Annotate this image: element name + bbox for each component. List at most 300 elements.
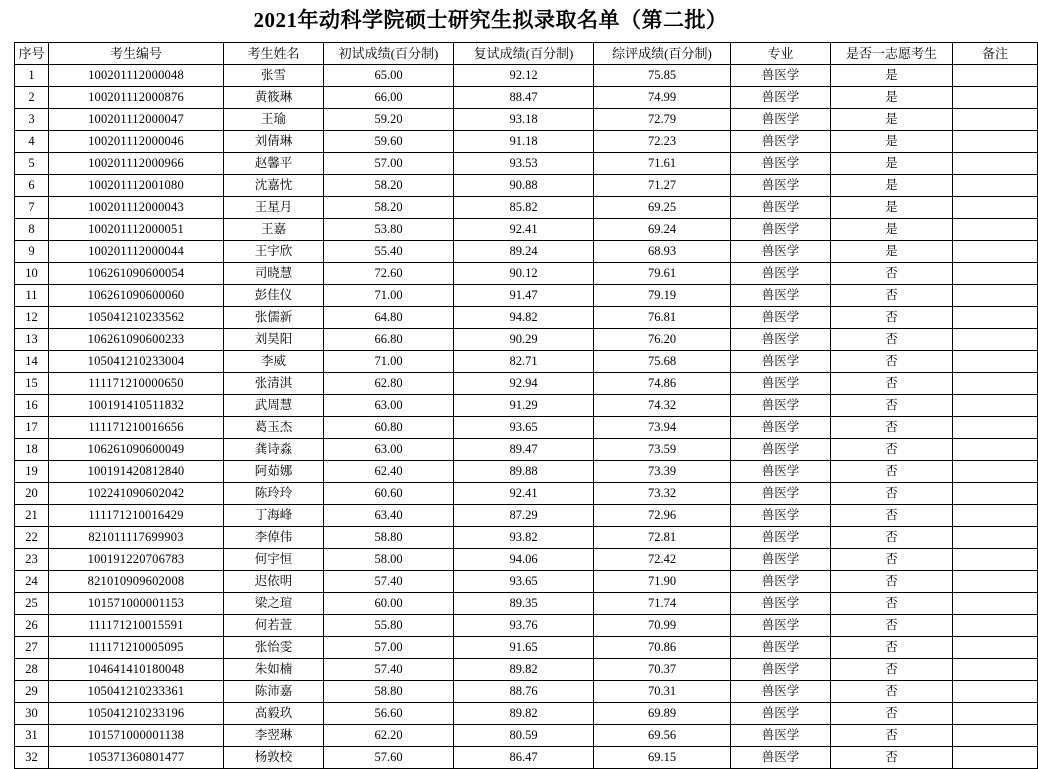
cell-major: 兽医学 — [731, 571, 831, 593]
cell-second-exam-score: 87.29 — [454, 505, 594, 527]
cell-index: 24 — [15, 571, 49, 593]
cell-index: 8 — [15, 219, 49, 241]
cell-second-exam-score: 91.29 — [454, 395, 594, 417]
cell-first-choice: 否 — [831, 483, 953, 505]
cell-overall-score: 70.37 — [594, 659, 731, 681]
cell-candidate-name: 张清淇 — [224, 373, 324, 395]
cell-first-exam-score: 56.60 — [324, 703, 454, 725]
cell-candidate-name: 张雪 — [224, 65, 324, 87]
cell-major: 兽医学 — [731, 593, 831, 615]
cell-remark — [953, 373, 1038, 395]
table-row — [15, 329, 1038, 351]
cell-first-choice: 否 — [831, 417, 953, 439]
cell-first-choice: 否 — [831, 593, 953, 615]
cell-candidate-number: 100201112000043 — [49, 197, 224, 219]
cell-candidate-name: 李倬伟 — [224, 527, 324, 549]
cell-overall-score: 70.86 — [594, 637, 731, 659]
cell-first-choice: 否 — [831, 461, 953, 483]
table-row — [15, 87, 1038, 109]
cell-first-choice: 是 — [831, 219, 953, 241]
cell-first-exam-score: 58.80 — [324, 681, 454, 703]
cell-first-exam-score: 71.00 — [324, 285, 454, 307]
cell-index: 21 — [15, 505, 49, 527]
cell-candidate-name: 何若萱 — [224, 615, 324, 637]
cell-major: 兽医学 — [731, 725, 831, 747]
cell-candidate-number: 105041210233562 — [49, 307, 224, 329]
cell-candidate-name: 杨敦校 — [224, 747, 324, 769]
column-header-second-exam-score: 复试成绩(百分制) — [454, 43, 594, 65]
cell-index: 17 — [15, 417, 49, 439]
cell-candidate-number: 100201112000044 — [49, 241, 224, 263]
cell-candidate-name: 王宇欣 — [224, 241, 324, 263]
cell-index: 19 — [15, 461, 49, 483]
cell-remark — [953, 351, 1038, 373]
cell-second-exam-score: 91.47 — [454, 285, 594, 307]
cell-first-exam-score: 71.00 — [324, 351, 454, 373]
cell-candidate-name: 刘倩琳 — [224, 131, 324, 153]
cell-candidate-number: 105041210233196 — [49, 703, 224, 725]
cell-major: 兽医学 — [731, 285, 831, 307]
cell-overall-score: 79.19 — [594, 285, 731, 307]
cell-first-choice: 否 — [831, 703, 953, 725]
cell-remark — [953, 87, 1038, 109]
cell-first-exam-score: 53.80 — [324, 219, 454, 241]
cell-candidate-number: 111171210000650 — [49, 373, 224, 395]
cell-major: 兽医学 — [731, 263, 831, 285]
cell-first-exam-score: 58.20 — [324, 197, 454, 219]
cell-overall-score: 71.61 — [594, 153, 731, 175]
cell-first-choice: 否 — [831, 439, 953, 461]
cell-major: 兽医学 — [731, 659, 831, 681]
cell-candidate-number: 101571000001138 — [49, 725, 224, 747]
table-row — [15, 439, 1038, 461]
cell-first-choice: 否 — [831, 637, 953, 659]
table-row — [15, 241, 1038, 263]
cell-first-exam-score: 57.60 — [324, 747, 454, 769]
cell-candidate-name: 何宇恒 — [224, 549, 324, 571]
table-row — [15, 527, 1038, 549]
cell-candidate-number: 100201112000048 — [49, 65, 224, 87]
cell-candidate-name: 张儒新 — [224, 307, 324, 329]
column-header-remark: 备注 — [953, 43, 1038, 65]
cell-overall-score: 70.31 — [594, 681, 731, 703]
cell-major: 兽医学 — [731, 747, 831, 769]
cell-overall-score: 79.61 — [594, 263, 731, 285]
cell-major: 兽医学 — [731, 197, 831, 219]
cell-first-exam-score: 55.40 — [324, 241, 454, 263]
cell-remark — [953, 307, 1038, 329]
cell-major: 兽医学 — [731, 637, 831, 659]
cell-index: 4 — [15, 131, 49, 153]
cell-first-choice: 否 — [831, 373, 953, 395]
cell-index: 2 — [15, 87, 49, 109]
cell-candidate-number: 100201112000047 — [49, 109, 224, 131]
cell-first-choice: 否 — [831, 395, 953, 417]
table-row — [15, 549, 1038, 571]
cell-overall-score: 69.25 — [594, 197, 731, 219]
cell-major: 兽医学 — [731, 109, 831, 131]
cell-overall-score: 76.20 — [594, 329, 731, 351]
cell-major: 兽医学 — [731, 417, 831, 439]
cell-second-exam-score: 92.12 — [454, 65, 594, 87]
table-row — [15, 703, 1038, 725]
table-row — [15, 197, 1038, 219]
cell-candidate-number: 100201112000966 — [49, 153, 224, 175]
cell-major: 兽医学 — [731, 307, 831, 329]
table-row — [15, 263, 1038, 285]
cell-candidate-number: 100191420812840 — [49, 461, 224, 483]
cell-second-exam-score: 85.82 — [454, 197, 594, 219]
cell-second-exam-score: 93.18 — [454, 109, 594, 131]
cell-first-exam-score: 59.60 — [324, 131, 454, 153]
cell-remark — [953, 241, 1038, 263]
document-page — [0, 8, 1008, 769]
cell-overall-score: 69.89 — [594, 703, 731, 725]
cell-second-exam-score: 93.53 — [454, 153, 594, 175]
cell-overall-score: 74.99 — [594, 87, 731, 109]
cell-major: 兽医学 — [731, 615, 831, 637]
cell-second-exam-score: 89.47 — [454, 439, 594, 461]
cell-first-exam-score: 58.20 — [324, 175, 454, 197]
cell-index: 28 — [15, 659, 49, 681]
cell-candidate-name: 陈玲玲 — [224, 483, 324, 505]
table-row — [15, 285, 1038, 307]
cell-overall-score: 72.42 — [594, 549, 731, 571]
cell-remark — [953, 65, 1038, 87]
cell-first-choice: 否 — [831, 351, 953, 373]
cell-remark — [953, 285, 1038, 307]
table-header-row — [15, 43, 1038, 65]
cell-overall-score: 74.32 — [594, 395, 731, 417]
cell-major: 兽医学 — [731, 439, 831, 461]
table-row — [15, 395, 1038, 417]
cell-index: 30 — [15, 703, 49, 725]
cell-remark — [953, 571, 1038, 593]
column-header-candidate-number: 考生编号 — [49, 43, 224, 65]
cell-candidate-number: 106261090600233 — [49, 329, 224, 351]
cell-index: 23 — [15, 549, 49, 571]
cell-remark — [953, 153, 1038, 175]
cell-candidate-number: 111171210016656 — [49, 417, 224, 439]
cell-index: 25 — [15, 593, 49, 615]
table-row — [15, 615, 1038, 637]
cell-remark — [953, 681, 1038, 703]
cell-first-choice: 是 — [831, 87, 953, 109]
cell-second-exam-score: 82.71 — [454, 351, 594, 373]
cell-second-exam-score: 93.76 — [454, 615, 594, 637]
cell-second-exam-score: 88.47 — [454, 87, 594, 109]
cell-candidate-name: 赵馨平 — [224, 153, 324, 175]
cell-remark — [953, 505, 1038, 527]
cell-index: 27 — [15, 637, 49, 659]
column-header-overall-score: 综评成绩(百分制) — [594, 43, 731, 65]
cell-first-choice: 否 — [831, 329, 953, 351]
cell-index: 22 — [15, 527, 49, 549]
cell-first-exam-score: 57.40 — [324, 571, 454, 593]
cell-index: 12 — [15, 307, 49, 329]
cell-overall-score: 75.68 — [594, 351, 731, 373]
cell-first-exam-score: 59.20 — [324, 109, 454, 131]
cell-major: 兽医学 — [731, 87, 831, 109]
cell-overall-score: 72.23 — [594, 131, 731, 153]
cell-second-exam-score: 94.82 — [454, 307, 594, 329]
cell-remark — [953, 439, 1038, 461]
admission-list-table — [14, 42, 1038, 769]
cell-second-exam-score: 86.47 — [454, 747, 594, 769]
cell-second-exam-score: 92.41 — [454, 483, 594, 505]
cell-first-choice: 是 — [831, 65, 953, 87]
table-row — [15, 593, 1038, 615]
cell-first-choice: 是 — [831, 153, 953, 175]
cell-major: 兽医学 — [731, 549, 831, 571]
cell-candidate-name: 陈沛嘉 — [224, 681, 324, 703]
cell-remark — [953, 329, 1038, 351]
cell-remark — [953, 527, 1038, 549]
table-row — [15, 153, 1038, 175]
cell-candidate-name: 梁之瑄 — [224, 593, 324, 615]
cell-remark — [953, 461, 1038, 483]
cell-overall-score: 72.96 — [594, 505, 731, 527]
cell-remark — [953, 263, 1038, 285]
cell-overall-score: 73.94 — [594, 417, 731, 439]
cell-overall-score: 69.56 — [594, 725, 731, 747]
cell-index: 9 — [15, 241, 49, 263]
column-header-candidate-name: 考生姓名 — [224, 43, 324, 65]
cell-first-exam-score: 64.80 — [324, 307, 454, 329]
cell-first-exam-score: 62.40 — [324, 461, 454, 483]
cell-major: 兽医学 — [731, 483, 831, 505]
cell-first-exam-score: 62.20 — [324, 725, 454, 747]
cell-first-choice: 否 — [831, 505, 953, 527]
cell-candidate-name: 高毅玖 — [224, 703, 324, 725]
cell-index: 3 — [15, 109, 49, 131]
cell-major: 兽医学 — [731, 351, 831, 373]
cell-second-exam-score: 92.94 — [454, 373, 594, 395]
cell-overall-score: 73.39 — [594, 461, 731, 483]
cell-major: 兽医学 — [731, 373, 831, 395]
cell-overall-score: 70.99 — [594, 615, 731, 637]
cell-major: 兽医学 — [731, 395, 831, 417]
cell-remark — [953, 395, 1038, 417]
cell-first-choice: 是 — [831, 131, 953, 153]
cell-candidate-number: 100201112000876 — [49, 87, 224, 109]
cell-first-exam-score: 63.00 — [324, 395, 454, 417]
cell-first-exam-score: 60.80 — [324, 417, 454, 439]
cell-first-choice: 否 — [831, 681, 953, 703]
cell-index: 29 — [15, 681, 49, 703]
cell-candidate-name: 刘昊阳 — [224, 329, 324, 351]
cell-index: 11 — [15, 285, 49, 307]
cell-second-exam-score: 89.82 — [454, 703, 594, 725]
cell-overall-score: 68.93 — [594, 241, 731, 263]
cell-second-exam-score: 88.76 — [454, 681, 594, 703]
table-row — [15, 219, 1038, 241]
cell-candidate-name: 李翌琳 — [224, 725, 324, 747]
cell-index: 13 — [15, 329, 49, 351]
cell-candidate-name: 龚诗淼 — [224, 439, 324, 461]
cell-candidate-name: 司晓慧 — [224, 263, 324, 285]
cell-candidate-number: 100191220706783 — [49, 549, 224, 571]
cell-overall-score: 69.15 — [594, 747, 731, 769]
cell-first-choice: 是 — [831, 197, 953, 219]
cell-index: 1 — [15, 65, 49, 87]
table-row — [15, 351, 1038, 373]
cell-remark — [953, 483, 1038, 505]
cell-second-exam-score: 93.65 — [454, 417, 594, 439]
cell-candidate-name: 阿茹娜 — [224, 461, 324, 483]
cell-overall-score: 69.24 — [594, 219, 731, 241]
cell-first-exam-score: 63.00 — [324, 439, 454, 461]
cell-candidate-name: 黄筱琳 — [224, 87, 324, 109]
cell-candidate-number: 105371360801477 — [49, 747, 224, 769]
cell-first-exam-score: 58.80 — [324, 527, 454, 549]
cell-major: 兽医学 — [731, 681, 831, 703]
cell-second-exam-score: 90.12 — [454, 263, 594, 285]
cell-candidate-number: 100191410511832 — [49, 395, 224, 417]
cell-candidate-number: 106261090600060 — [49, 285, 224, 307]
cell-overall-score: 75.85 — [594, 65, 731, 87]
cell-candidate-name: 李威 — [224, 351, 324, 373]
table-row — [15, 175, 1038, 197]
cell-major: 兽医学 — [731, 505, 831, 527]
cell-first-exam-score: 65.00 — [324, 65, 454, 87]
cell-first-exam-score: 57.00 — [324, 153, 454, 175]
cell-remark — [953, 175, 1038, 197]
cell-overall-score: 72.79 — [594, 109, 731, 131]
cell-index: 18 — [15, 439, 49, 461]
cell-first-choice: 是 — [831, 175, 953, 197]
table-row — [15, 659, 1038, 681]
cell-candidate-name: 沈嘉忱 — [224, 175, 324, 197]
table-row — [15, 373, 1038, 395]
cell-second-exam-score: 92.41 — [454, 219, 594, 241]
table-row — [15, 417, 1038, 439]
cell-second-exam-score: 89.35 — [454, 593, 594, 615]
cell-index: 16 — [15, 395, 49, 417]
cell-major: 兽医学 — [731, 329, 831, 351]
cell-second-exam-score: 90.29 — [454, 329, 594, 351]
table-row — [15, 747, 1038, 769]
cell-index: 10 — [15, 263, 49, 285]
cell-first-choice: 否 — [831, 527, 953, 549]
cell-second-exam-score: 91.18 — [454, 131, 594, 153]
cell-candidate-number: 821011117699903 — [49, 527, 224, 549]
cell-candidate-number: 100201112000046 — [49, 131, 224, 153]
cell-candidate-number: 101571000001153 — [49, 593, 224, 615]
cell-candidate-number: 111171210005095 — [49, 637, 224, 659]
cell-remark — [953, 593, 1038, 615]
cell-candidate-name: 王星月 — [224, 197, 324, 219]
cell-overall-score: 74.86 — [594, 373, 731, 395]
table-row — [15, 307, 1038, 329]
cell-major: 兽医学 — [731, 153, 831, 175]
cell-overall-score: 72.81 — [594, 527, 731, 549]
cell-candidate-number: 100201112000051 — [49, 219, 224, 241]
cell-major: 兽医学 — [731, 241, 831, 263]
cell-candidate-number: 111171210016429 — [49, 505, 224, 527]
table-row — [15, 461, 1038, 483]
cell-major: 兽医学 — [731, 703, 831, 725]
cell-first-choice: 否 — [831, 725, 953, 747]
cell-index: 14 — [15, 351, 49, 373]
cell-candidate-name: 张怡雯 — [224, 637, 324, 659]
cell-index: 6 — [15, 175, 49, 197]
cell-remark — [953, 417, 1038, 439]
cell-candidate-name: 迟依明 — [224, 571, 324, 593]
cell-index: 31 — [15, 725, 49, 747]
table-row — [15, 681, 1038, 703]
cell-candidate-number: 821010909602008 — [49, 571, 224, 593]
cell-first-choice: 否 — [831, 285, 953, 307]
cell-major: 兽医学 — [731, 131, 831, 153]
cell-overall-score: 73.32 — [594, 483, 731, 505]
table-body — [15, 65, 1038, 769]
cell-remark — [953, 637, 1038, 659]
cell-overall-score: 71.27 — [594, 175, 731, 197]
cell-second-exam-score: 93.65 — [454, 571, 594, 593]
table-row — [15, 725, 1038, 747]
cell-major: 兽医学 — [731, 461, 831, 483]
cell-index: 32 — [15, 747, 49, 769]
cell-overall-score: 73.59 — [594, 439, 731, 461]
cell-candidate-number: 102241090602042 — [49, 483, 224, 505]
cell-first-choice: 否 — [831, 615, 953, 637]
cell-candidate-name: 朱如楠 — [224, 659, 324, 681]
cell-remark — [953, 219, 1038, 241]
cell-remark — [953, 725, 1038, 747]
cell-first-choice: 否 — [831, 659, 953, 681]
cell-candidate-name: 王嘉 — [224, 219, 324, 241]
cell-overall-score: 71.90 — [594, 571, 731, 593]
cell-index: 5 — [15, 153, 49, 175]
cell-index: 20 — [15, 483, 49, 505]
table-row — [15, 65, 1038, 87]
cell-first-exam-score: 72.60 — [324, 263, 454, 285]
cell-candidate-name: 葛玉杰 — [224, 417, 324, 439]
column-header-first-choice: 是否一志愿考生 — [831, 43, 953, 65]
cell-major: 兽医学 — [731, 65, 831, 87]
cell-second-exam-score: 94.06 — [454, 549, 594, 571]
cell-first-exam-score: 60.00 — [324, 593, 454, 615]
cell-first-choice: 是 — [831, 241, 953, 263]
cell-second-exam-score: 89.24 — [454, 241, 594, 263]
cell-first-exam-score: 63.40 — [324, 505, 454, 527]
cell-remark — [953, 197, 1038, 219]
cell-first-exam-score: 66.80 — [324, 329, 454, 351]
cell-second-exam-score: 80.59 — [454, 725, 594, 747]
column-header-major: 专业 — [731, 43, 831, 65]
cell-second-exam-score: 89.88 — [454, 461, 594, 483]
cell-first-choice: 否 — [831, 571, 953, 593]
cell-candidate-name: 王瑜 — [224, 109, 324, 131]
cell-index: 7 — [15, 197, 49, 219]
cell-candidate-number: 100201112001080 — [49, 175, 224, 197]
cell-candidate-number: 111171210015591 — [49, 615, 224, 637]
cell-index: 26 — [15, 615, 49, 637]
table-row — [15, 505, 1038, 527]
table-row — [15, 571, 1038, 593]
cell-first-exam-score: 57.00 — [324, 637, 454, 659]
cell-major: 兽医学 — [731, 175, 831, 197]
cell-first-choice: 否 — [831, 747, 953, 769]
cell-major: 兽医学 — [731, 219, 831, 241]
cell-candidate-name: 武周慧 — [224, 395, 324, 417]
cell-first-exam-score: 66.00 — [324, 87, 454, 109]
cell-first-exam-score: 58.00 — [324, 549, 454, 571]
cell-second-exam-score: 90.88 — [454, 175, 594, 197]
cell-first-choice: 是 — [831, 109, 953, 131]
table-row — [15, 637, 1038, 659]
